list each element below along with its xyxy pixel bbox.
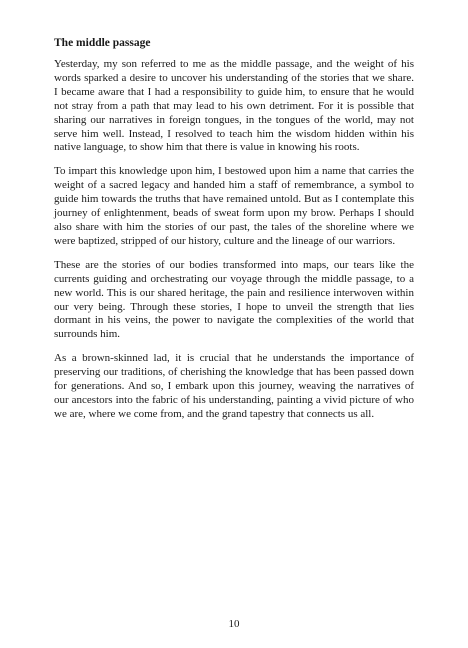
paragraph-1: Yesterday, my son referred to me as the middle passage, and the weight of his words sparked a desire to uncover his understanding of the stories that we share. I became aware that I had a responsibility to guide him, to ensure that he would not stray from a path that may lead to his own detriment. For it is possible that sharing our narratives in foreign tongues, in the tongues of the world, may not serve him well. Instead, I resolved to teach him the wisdom hidden within his native language, to show him that there is value in knowing his roots.: [54, 58, 414, 154]
page-number: 10: [228, 618, 240, 630]
paragraph-4: As a brown-skinned lad, it is crucial that he understands the importance of preserving our traditions, of cherishing the knowledge that has been passed down for generations. And so, I embark upon this journey, weaving the narratives of our ancestors into the fabric of his understanding, painting a vivid picture of who we are, where we come from, and the grand tapestry that connects us all.: [54, 352, 414, 420]
document-title: The middle passage: [54, 37, 151, 49]
document-page: [54, 36, 414, 432]
paragraph-2: To impart this knowledge upon him, I bestowed upon him a name that carries the weight of a sacred legacy and handed him a staff of remembrance, a symbol to guide him towards the truths that have remained untold. But as I contemplate this journey of enlightenment, beads of sweat form upon my brow. Perhaps I should also share with him the stories of our past, the tales of the shoreline where we were baptized, stripped of our history, culture and the lineage of our warriors.: [54, 165, 414, 247]
paragraph-3: These are the stories of our bodies transformed into maps, our tears like the currents guiding and orchestrating our voyage through the middle passage, to a new world. This is our shared heritage, the pain and resilience interwoven within our very being. Through these stories, I hope to unveil the strength that lies dormant in his veins, the power to navigate the complexities of the world that surrounds him.: [54, 258, 414, 341]
